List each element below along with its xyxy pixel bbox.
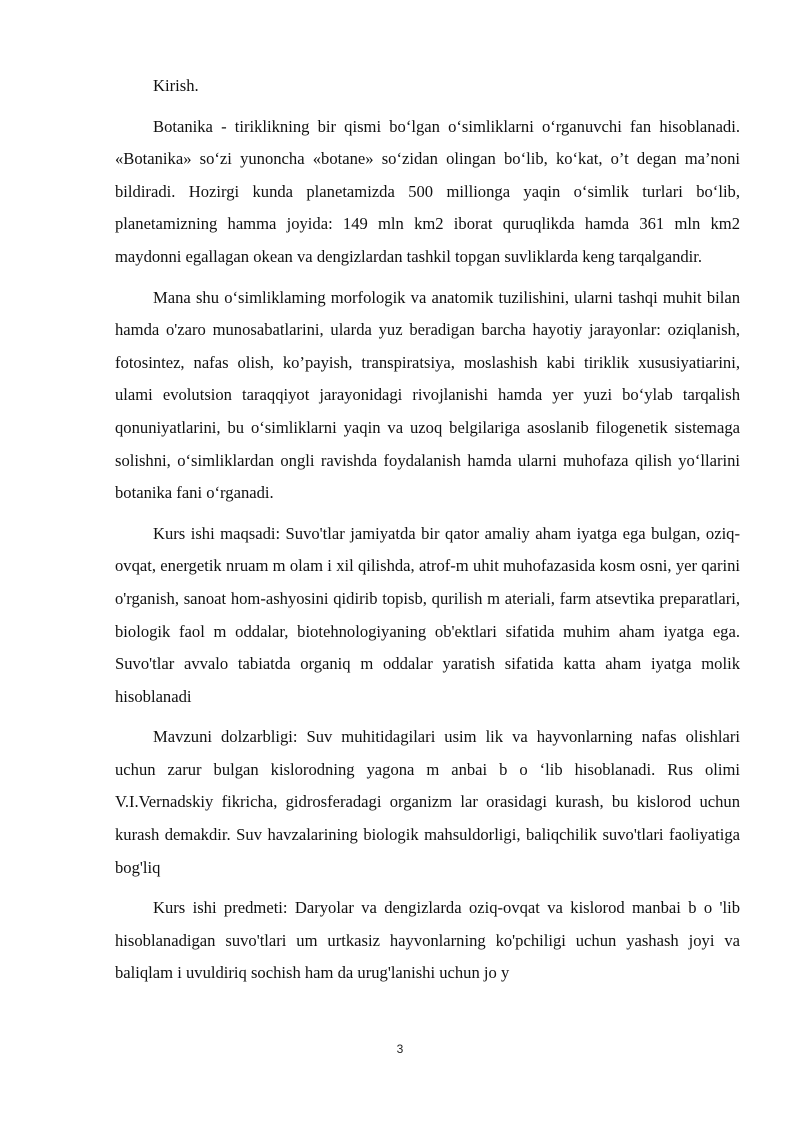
paragraph-botanika-definition: Botanika - tiriklikning bir qismi bo‘lgan o‘simliklarni o‘rganuvchi fan hisoblanadi. «Botanika» so‘zi yunoncha «botane» so‘zidan olingan bo‘lib, ko‘kat, o’t degan ma’noni bildiradi. Hozirgi kunda planetamizda 500 millionga yaqin o‘simlik turlari bo‘lib, planetamizning hamma joyida: 149 mln km2 iborat quruqlikda hamda 361 mln km2 maydonni egallagan okean va dengizlardan tashkil topgan suvliklarda keng tarqalgandir.: [115, 116, 740, 266]
paragraph-course-goal: Kurs ishi maqsadi: Suvo'tlar jamiyatda bir qator amaliy aham iyatga ega bulgan, oziq-ovqat, energetik nruam m olam i xil qilishda, atrof-m uhit muhofazasida kosm osni, yer qarini o'rganish, sanoat hom-ashyosini qidirib topisb, qurilish m ateriali, farm atsevtika preparatlari, biologik faol m oddalar, biotehnologiyaning ob'ektlari sifatida muhim aham iyatga ega. Suvo'tlar avvalo tabiatda organiq m oddalar yaratish sifatida katta aham iyatga molik hisoblanadi: [115, 523, 740, 706]
page-number: 3: [396, 1042, 404, 1056]
page-body: [115, 70, 740, 998]
paragraph-botanika-scope: Mana shu o‘simliklaming morfologik va anatomik tuzilishini, ularni tashqi muhit bilan hamda o'zaro munosabatlarini, ularda yuz beradigan barcha hayotiy jarayonlar: oziqlanish, fotosintez, nafas olish, ko’payish, transpiratsiya, moslashish kabi tiriklik xususiyatiarini, ulami evolutsion taraqqiyot jarayonidagi rivojlanishi hamda yer yuzi bo‘ylab tarqalish qonuniyatlarini, bu o‘simliklarni yaqin va uzoq belgilariga asoslanib filogenetik sistemaga solishni, o‘simliklardan ongli ravishda foydalanish hamda ularni muhofaza qilish yo‘llarini botanika fani o‘rganadi.: [115, 287, 740, 503]
section-heading: Kirish.: [153, 76, 199, 95]
paragraph-course-subject: Kurs ishi predmeti: Daryolar va dengizlarda oziq-ovqat va kislorod manbai b o 'lib hisoblanadigan suvo'tlari um urtkasiz hayvonlarning ko'pchiligi uchun yashash joyi va baliqlam i uvuldiriq sochish ham da urug'lanishi uchun jo y: [115, 898, 740, 983]
paragraph-topic-relevance: Mavzuni dolzarbligi: Suv muhitidagilari usim lik va hayvonlarning nafas olishlari uchun zarur bulgan kislorodning yagona m anbai b o ‘lib hisoblanadi. Rus olimi V.I.Vernadskiy fikricha, gidrosferadagi organizm lar orasidagi kurash, bu kislorod uchun kurash demakdir. Suv havzalarining biologik mahsuldorligi, baliqchilik suvo'tlari faoliyatiga bog'liq: [115, 727, 740, 877]
